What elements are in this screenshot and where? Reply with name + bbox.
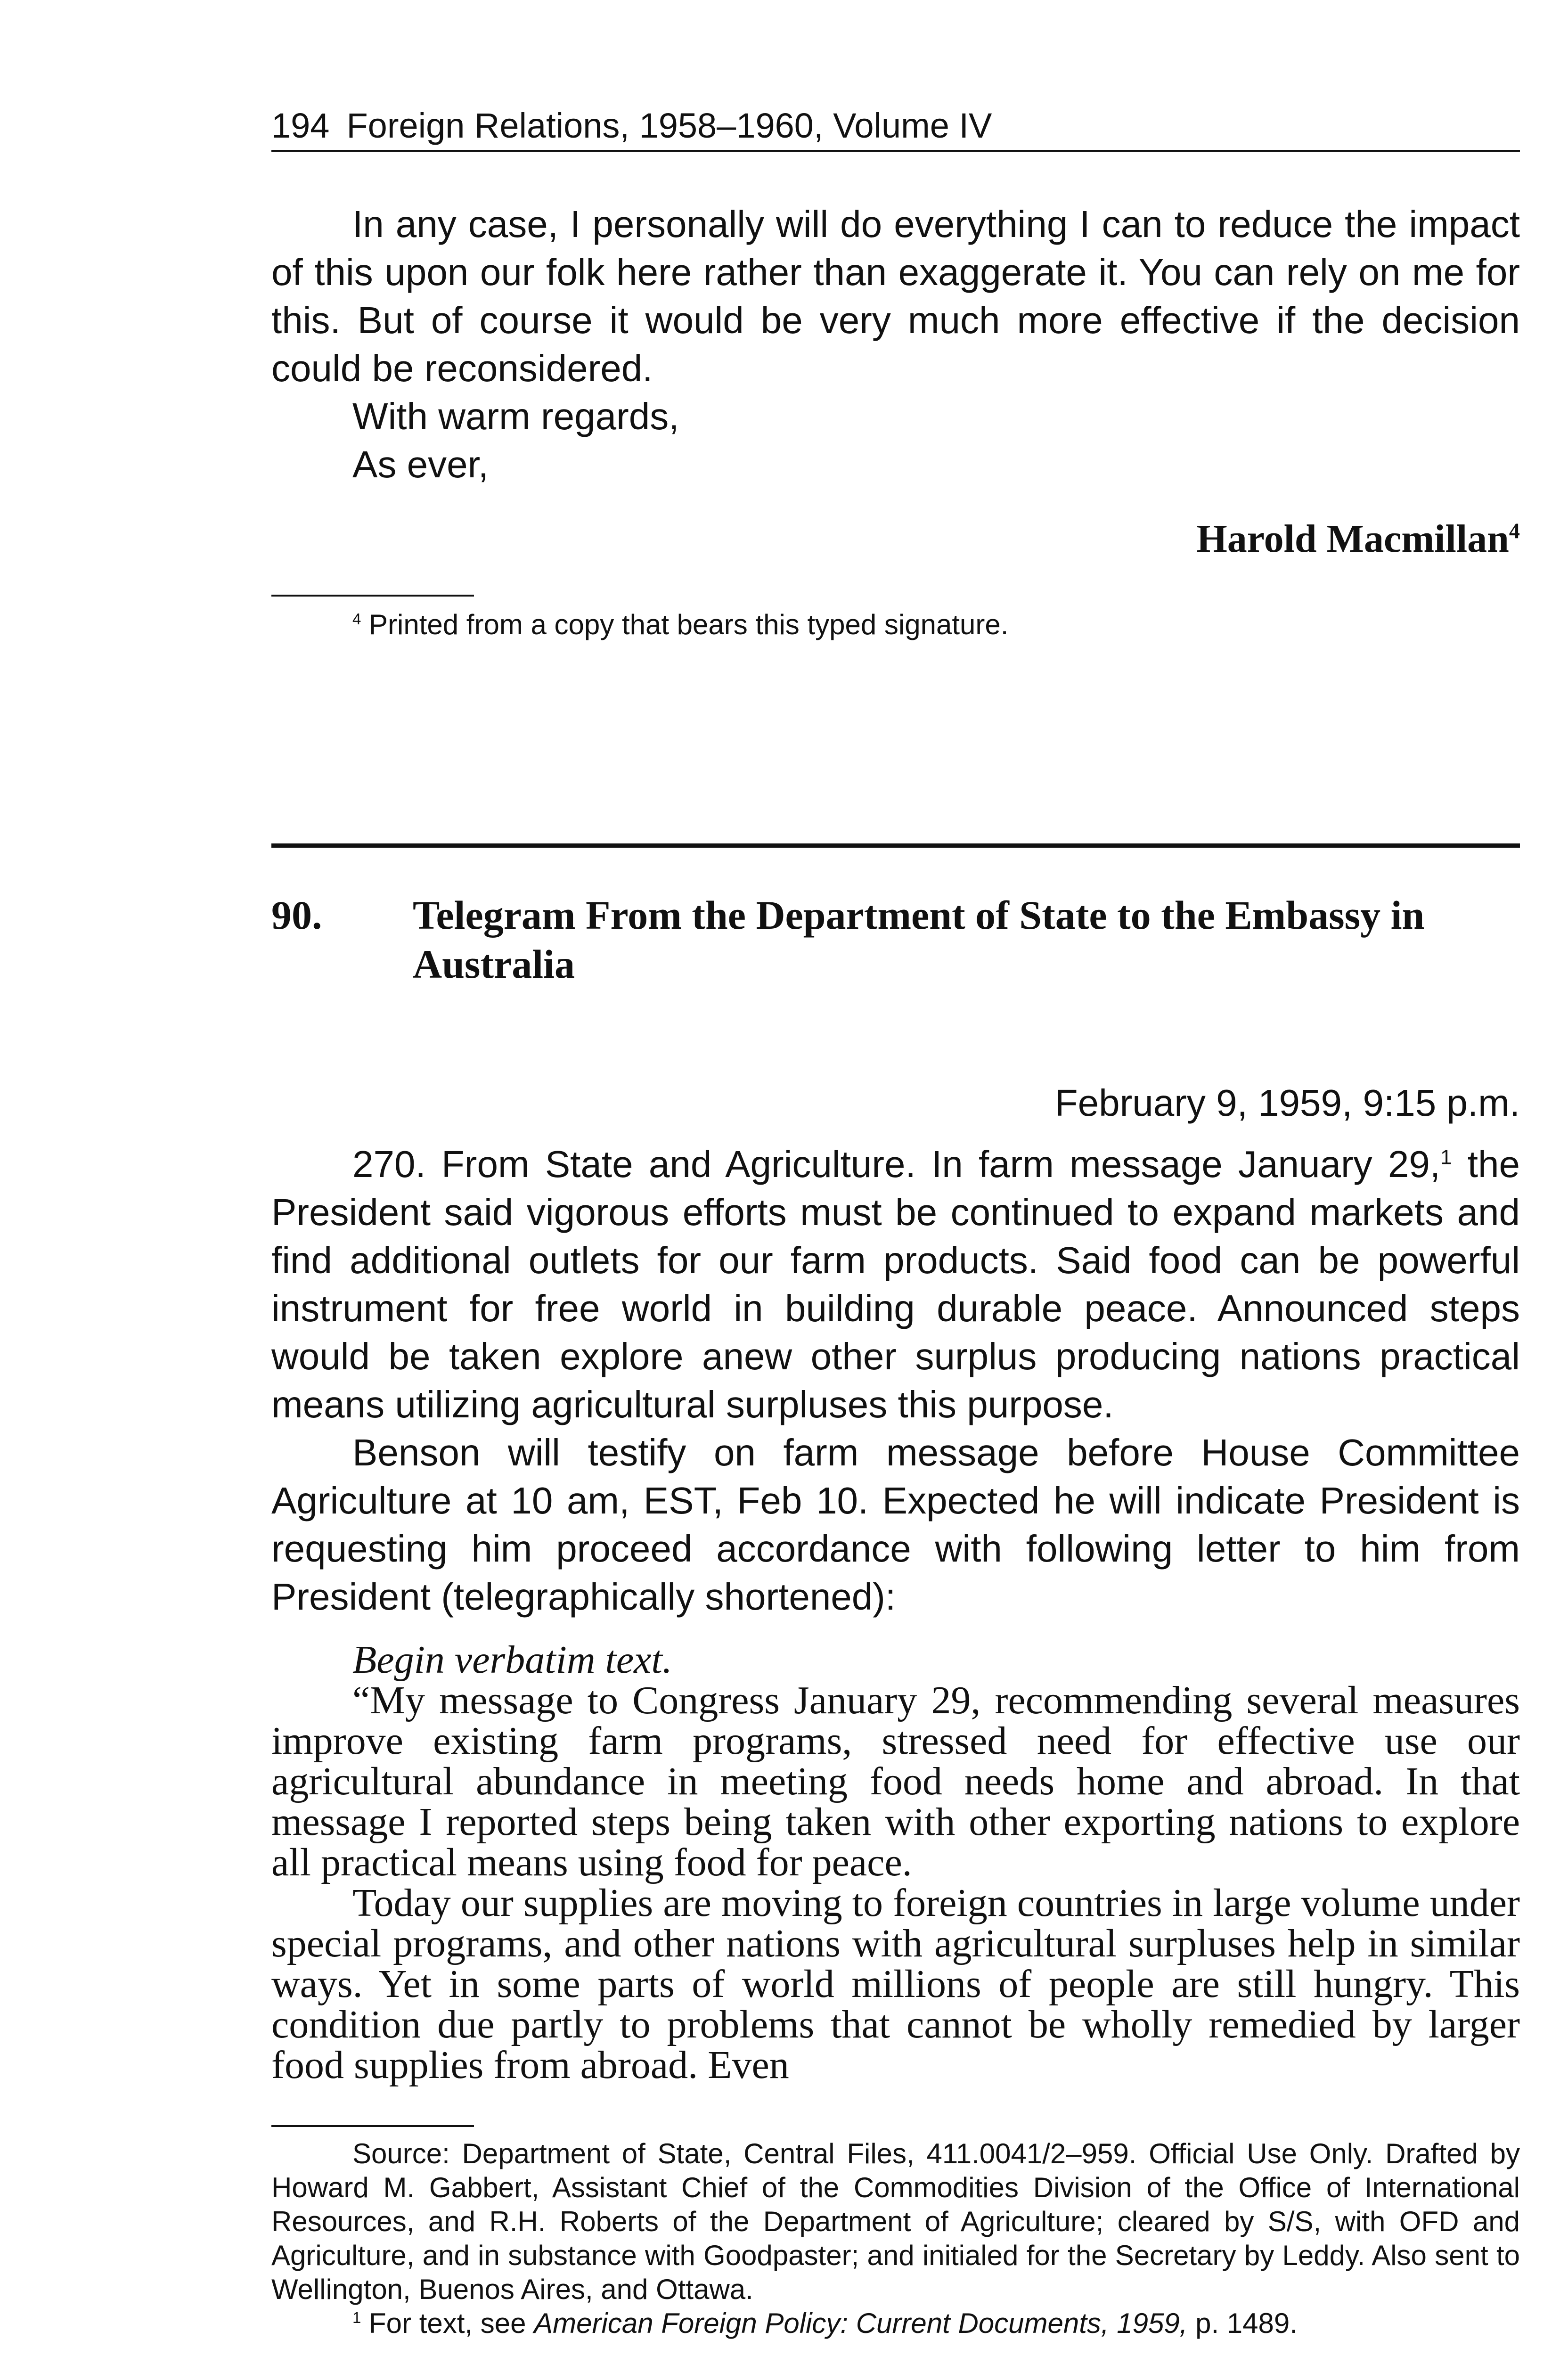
verbatim-label: Begin verbatim text. bbox=[352, 1638, 672, 1682]
verbatim-letter bbox=[271, 1640, 1520, 2086]
document-heading bbox=[271, 891, 1520, 989]
body-paragraph bbox=[271, 1140, 1520, 1429]
body-paragraph: Benson will testify on farm message before House Committee Agriculture at 10 am, EST, Feb 10. Expected he will indicate President is requesting him proceed accordance with following letter to him from President (telegraphically shortened): bbox=[271, 1432, 1520, 1618]
document-page bbox=[271, 0, 1520, 2356]
source-footnote bbox=[271, 2137, 1520, 2340]
footnote-marker: 1 bbox=[1440, 1145, 1452, 1169]
telegram-body bbox=[271, 1140, 1520, 1621]
running-head bbox=[271, 105, 1520, 152]
signature-name: Harold Macmillan bbox=[1196, 517, 1509, 561]
footnote-marker: 4 bbox=[1509, 519, 1520, 543]
cited-title: American Foreign Policy: Current Documents, 1959, bbox=[534, 2307, 1188, 2339]
volume-title: Foreign Relations, 1958–1960, Volume IV bbox=[346, 106, 992, 145]
document-title: Telegram From the Department of State to the Embassy in Australia bbox=[413, 892, 1425, 987]
body-paragraph: In any case, I personally will do everything I can to reduce the impact of this upon our folk here rather than exaggerate it. You can rely on me for this. But of course it would be very much more effective if the decision could be reconsidered. bbox=[271, 203, 1520, 389]
verbatim-paragraph: Today our supplies are moving to foreign countries in large volume under special programs, and other nations with agricultural surpluses help in similar ways. Yet in some parts of world millions of people are still hungry. This condition due partly to problems that cannot be wholly remedied by larger food supplies from abroad. Even bbox=[271, 1881, 1520, 2087]
dateline: February 9, 1959, 9:15 p.m. bbox=[1054, 1082, 1520, 1124]
document-number: 90. bbox=[271, 892, 322, 938]
signature bbox=[1196, 516, 1520, 562]
footnote-marker: 4 bbox=[352, 610, 361, 628]
closing-salutation: With warm regards, bbox=[352, 395, 679, 437]
footnote-text: For text, see bbox=[361, 2307, 534, 2339]
footnote-marker: 1 bbox=[352, 2309, 361, 2326]
source-note: Source: Department of State, Central Files, 411.0041/2–959. Official Use Only. Drafted by Howard M. Gabbert, Assistant Chief of the Commodities Division of the Office of International Resources, and R.H. Roberts of the Department of Agriculture; cleared by S/S, with OFD and Agriculture, and in substance with Goodpaster; and initialed for the Secretary by Leddy. Also sent to Wellington, Buenos Aires, and Ottawa. bbox=[271, 2138, 1520, 2305]
previous-document-closing bbox=[271, 200, 1520, 489]
footnote-rule bbox=[271, 595, 474, 597]
footnote-text: p. 1489. bbox=[1187, 2307, 1298, 2339]
page-number: 194 bbox=[271, 106, 330, 145]
paragraph-text: the President said vigorous efforts must be continued to expand markets and find additional outlets for our farm products. Said food can be powerful instrument for free world in building durable peace. Announced steps would be taken explore anew other surplus producing nations practical means utilizing agricultural surpluses this purpose. bbox=[271, 1143, 1520, 1425]
footnote-text: Printed from a copy that bears this typed signature. bbox=[369, 609, 1009, 640]
verbatim-paragraph: “My message to Congress January 29, recommending several measures improve existing farm programs, stressed need for effective use our agricultural abundance in meeting food needs home and abroad. In that message I reported steps being taken with other exporting nations to explore all practical means using food for peace. bbox=[271, 1678, 1520, 1884]
footnote-4 bbox=[271, 608, 1520, 642]
footnote-rule bbox=[271, 2125, 474, 2127]
closing-phrase: As ever, bbox=[352, 443, 489, 485]
section-divider bbox=[271, 843, 1520, 848]
paragraph-text: 270. From State and Agriculture. In farm message January 29, bbox=[352, 1143, 1441, 1185]
footnote-1 bbox=[271, 2307, 1520, 2340]
